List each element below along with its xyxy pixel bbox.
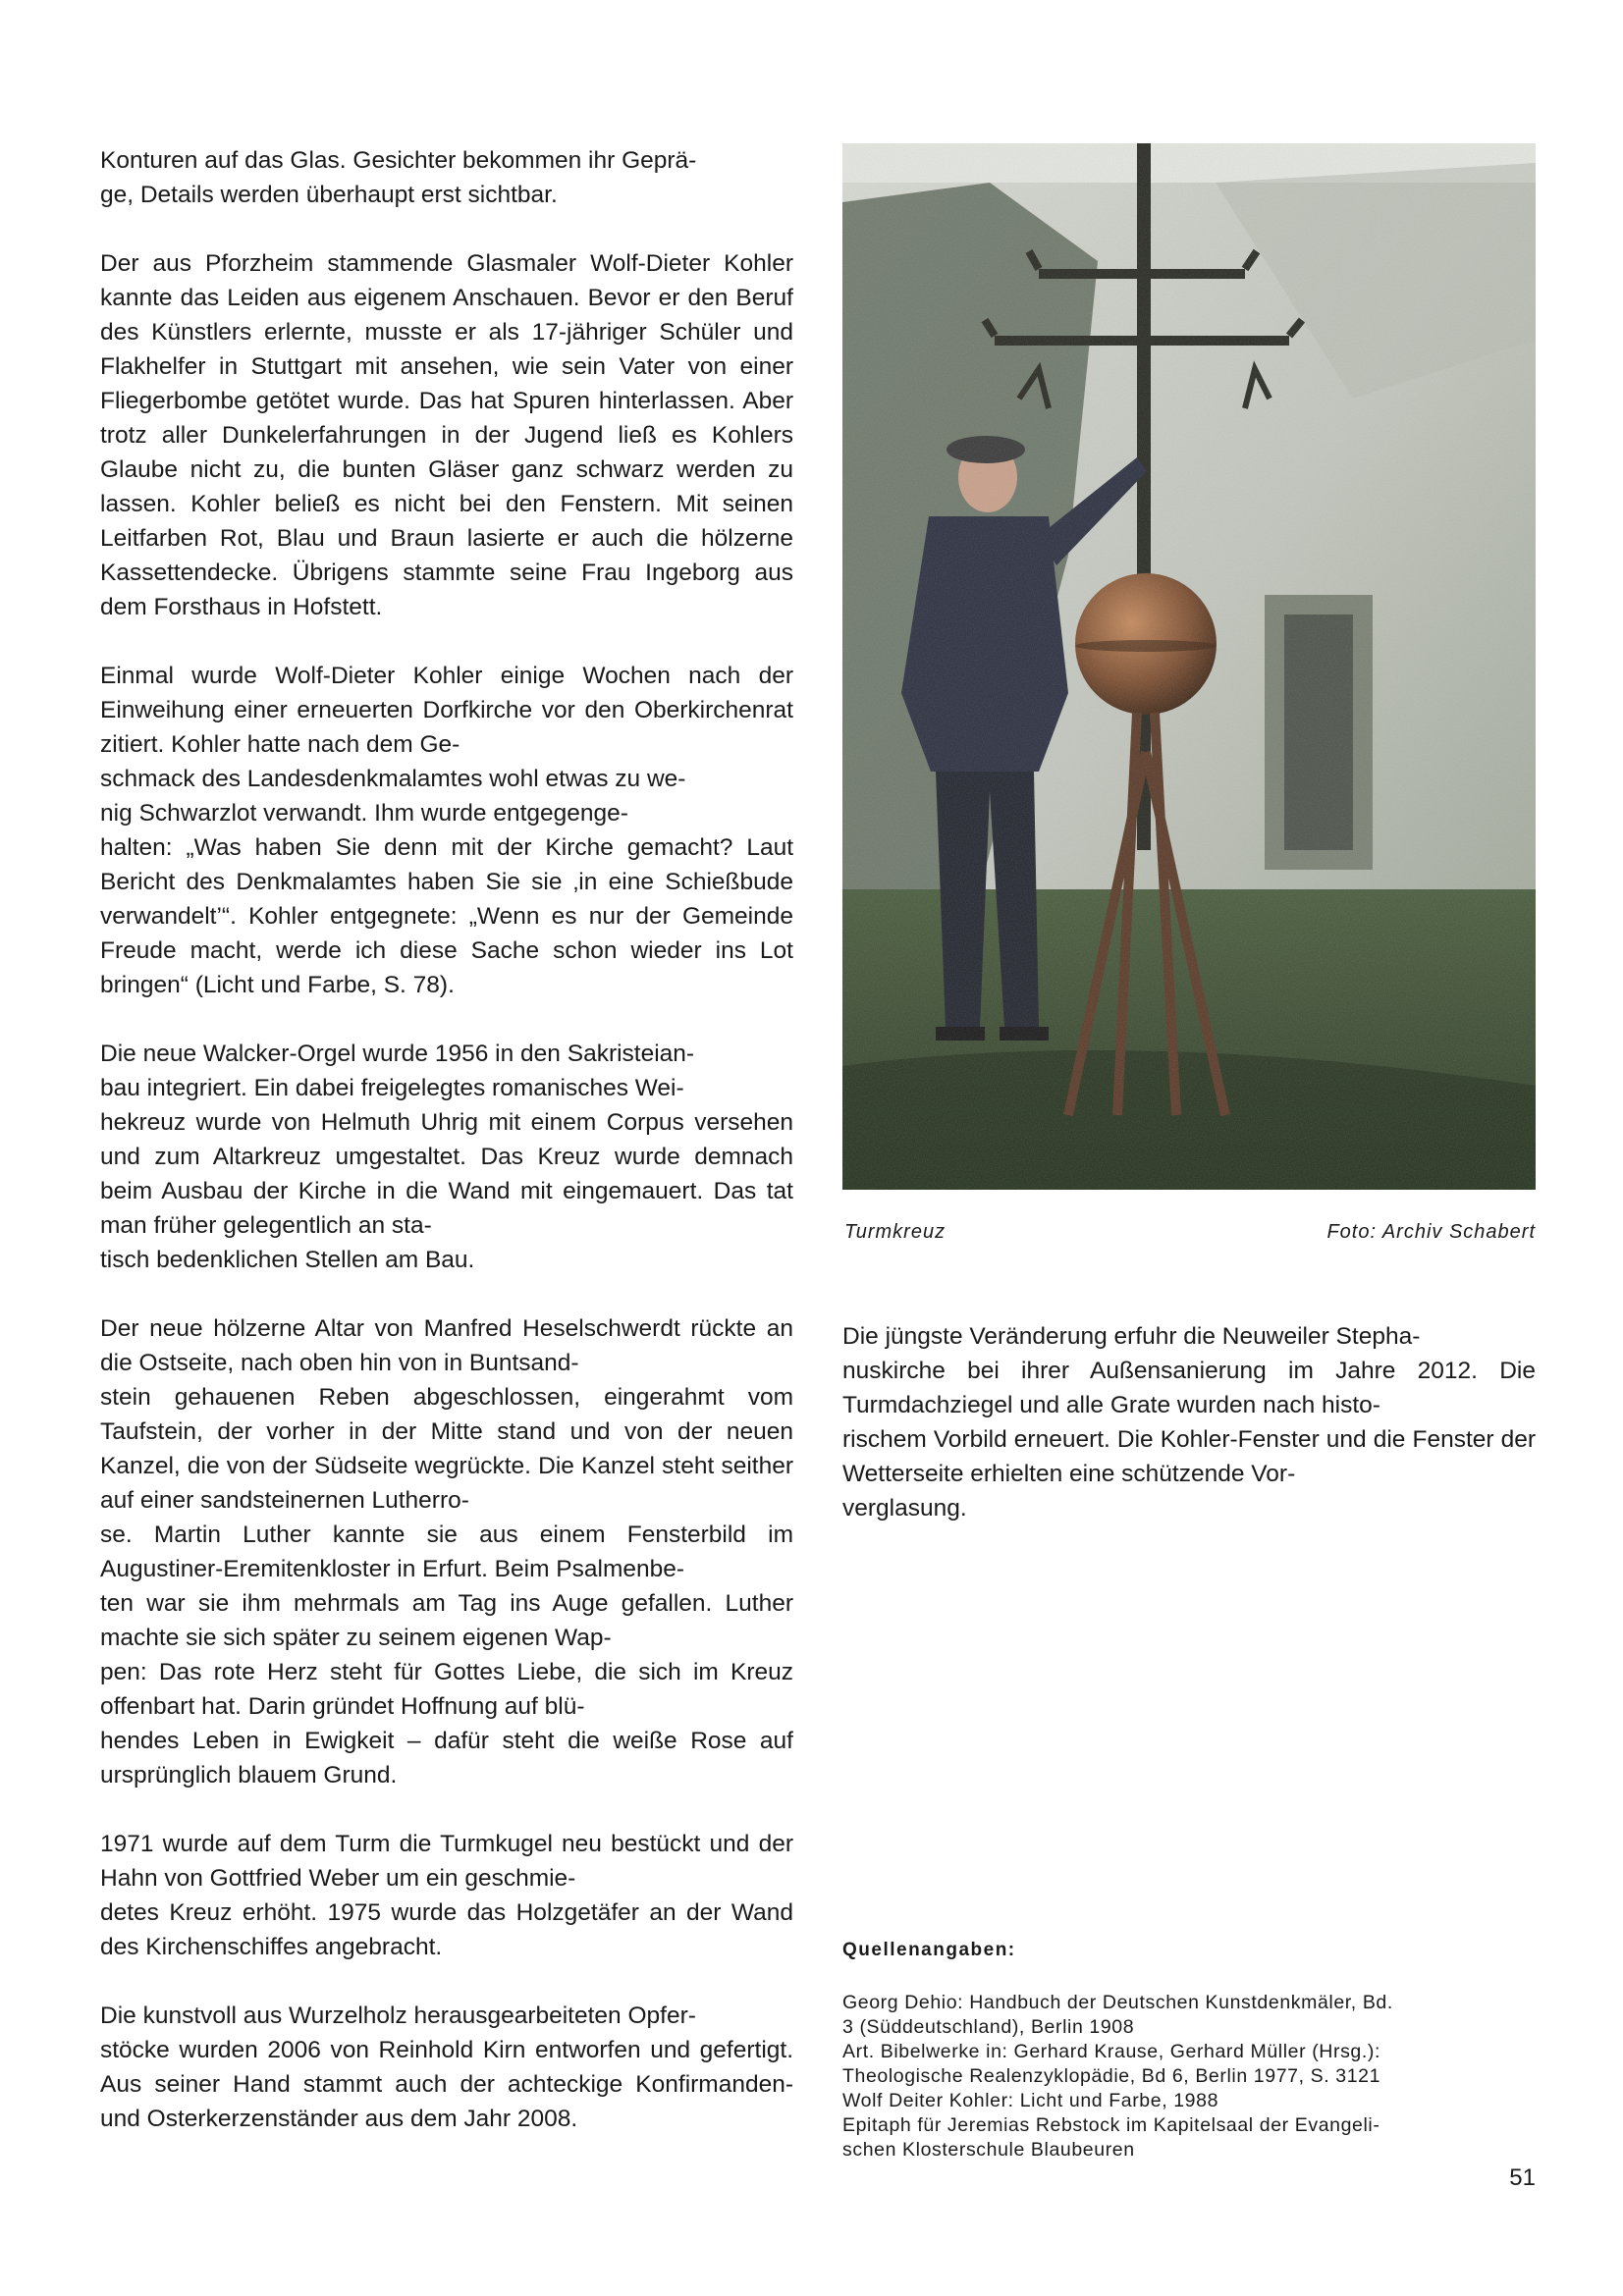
- source-entry: Georg Dehio: Handbuch der Deutschen Kunstdenkmäler, Bd. 3 (Süddeutschland), Berlin 1908: [842, 1992, 1393, 2038]
- photo-turmkreuz: [842, 143, 1536, 1190]
- paragraph-walcker-orgel: Die neue Walcker-Orgel wurde 1956 in den Sakristeian- bau integriert. Ein dabei freigelegtes romanisches Wei- hekreuz wurde von Helmuth Uhrig mit einem Corpus versehen und zum Altarkreuz umgestaltet. Das Kreuz wurde demnach beim Ausbau der Kirche in die Wand mit eingemauert. Das tat man früher gelegentlich an sta- tisch bedenklichen Stellen am Bau.: [100, 1041, 793, 1273]
- page-number: 51: [1509, 2164, 1536, 2191]
- photo-grain: [842, 143, 1536, 1190]
- paragraph-opferstoecke: Die kunstvoll aus Wurzelholz herausgearbeiteten Opfer- stöcke wurden 2006 von Reinhold Kirn entworfen und gefertigt. Aus seiner Hand stammt auch der achteckige Konfirmanden- und Osterkerzenständer aus dem Jahr 2008.: [100, 2002, 793, 2132]
- paragraph-aussensanierung: Die jüngste Veränderung erfuhr die Neuweiler Stepha- nuskirche bei ihrer Außensanierung im Jahre 2012. Die Turmdachziegel und alle Grate wurden nach histo- rischem Vorbild erneuert. Die Kohler-Fenster und die Fenster der Wetterseite erhielten eine schützende Vor- verglasung.: [842, 1323, 1536, 1522]
- source-entry: Wolf Deiter Kohler: Licht und Farbe, 1988: [842, 2090, 1219, 2111]
- paragraph-glass-contours: Konturen auf das Glas. Gesichter bekommen ihr Geprä- ge, Details werden überhaupt erst sichtbar.: [100, 147, 697, 208]
- source-entry: Art. Bibelwerke in: Gerhard Krause, Gerhard Müller (Hrsg.): Theologische Realenzyklopädie, Bd 6, Berlin 1977, S. 3121: [842, 2041, 1381, 2087]
- sources-list: [842, 1991, 1549, 2163]
- source-entry: Epitaph für Jeremias Rebstock im Kapitelsaal der Evangeli- schen Klosterschule Blaubeuren: [842, 2114, 1380, 2161]
- right-text-column: [842, 1319, 1536, 1560]
- sources-heading: Quellenangaben:: [842, 1940, 1016, 1960]
- photo-illustration: [842, 143, 1536, 1190]
- paragraph-altar-lutherrose: Der neue hölzerne Altar von Manfred Heselschwerdt rückte an die Ostseite, nach oben hin von in Buntsand- stein gehauenen Reben abgeschlossen, eingerahmt vom Taufstein, der vorher in der Mitte stand und von der neuen Kanzel, die von der Südseite wegrückte. Die Kanzel steht seither auf einer sandsteinernen Lutherro- se. Martin Luther kannte sie aus einem Fensterbild im Augustiner-Eremitenkloster in Erfurt. Beim Psalmenbe- ten war sie ihm mehrmals am Tag ins Auge gefallen. Luther machte sie sich später zu seinem eigenen Wap- pen: Das rote Herz steht für Gottes Liebe, die sich im Kreuz offenbart hat. Darin gründet Hoffnung auf blü- hendes Leben in Ewigkeit – dafür steht die weiße Rose auf ursprünglich blauem Grund.: [100, 1315, 793, 1789]
- paragraph-turmkugel: 1971 wurde auf dem Turm die Turmkugel neu bestückt und der Hahn von Gottfried Weber um ein geschmie- detes Kreuz erhöht. 1975 wurde das Holzgetäfer an der Wand des Kirchenschiffes angebracht.: [100, 1831, 793, 1960]
- paragraph-oberkirchenrat: Einmal wurde Wolf-Dieter Kohler einige Wochen nach der Einweihung einer erneuerten Dorfkirche vor den Oberkirchenrat zitiert. Kohler hatte nach dem Ge- schmack des Landesdenkmalamtes wohl etwas zu we- nig Schwarzlot verwandt. Ihm wurde entgegenge- halten: „Was haben Sie denn mit der Kirche gemacht? Laut Bericht des Denkmalamtes haben Sie sie ‚in eine Schießbude verwandelt’“. Kohler entgegnete: „Wenn es nur der Gemeinde Freude macht, werde ich diese Sache schon wieder ins Lot bringen“ (Licht und Farbe, S. 78).: [100, 663, 793, 998]
- figure-caption: [844, 1221, 1536, 1249]
- paragraph-kohler-biography: Der aus Pforzheim stammende Glasmaler Wolf-Dieter Kohler kannte das Leiden aus eigenem Anschauen. Bevor er den Beruf des Künstlers erlernte, musste er als 17-jähriger Schüler und Flakhelfer in Stuttgart mit ansehen, wie sein Vater von einer Fliegerbombe getötet wurde. Das hat Spuren hinterlassen. Aber trotz aller Dunkelerfahrungen in der Jugend ließ es Kohlers Glaube nicht zu, die bunten Gläser ganz schwarz werden zu lassen. Kohler beließ es nicht bei den Fenstern. Mit seinen Leitfarben Rot, Blau und Braun lasierte er auch die hölzerne Kassettendecke. Übrigens stammte seine Frau Ingeborg aus dem Forsthaus in Hofstett.: [100, 250, 793, 620]
- caption-credit: Foto: Archiv Schabert: [1326, 1221, 1536, 1243]
- caption-title: Turmkreuz: [844, 1221, 947, 1243]
- left-text-column: [100, 143, 793, 2170]
